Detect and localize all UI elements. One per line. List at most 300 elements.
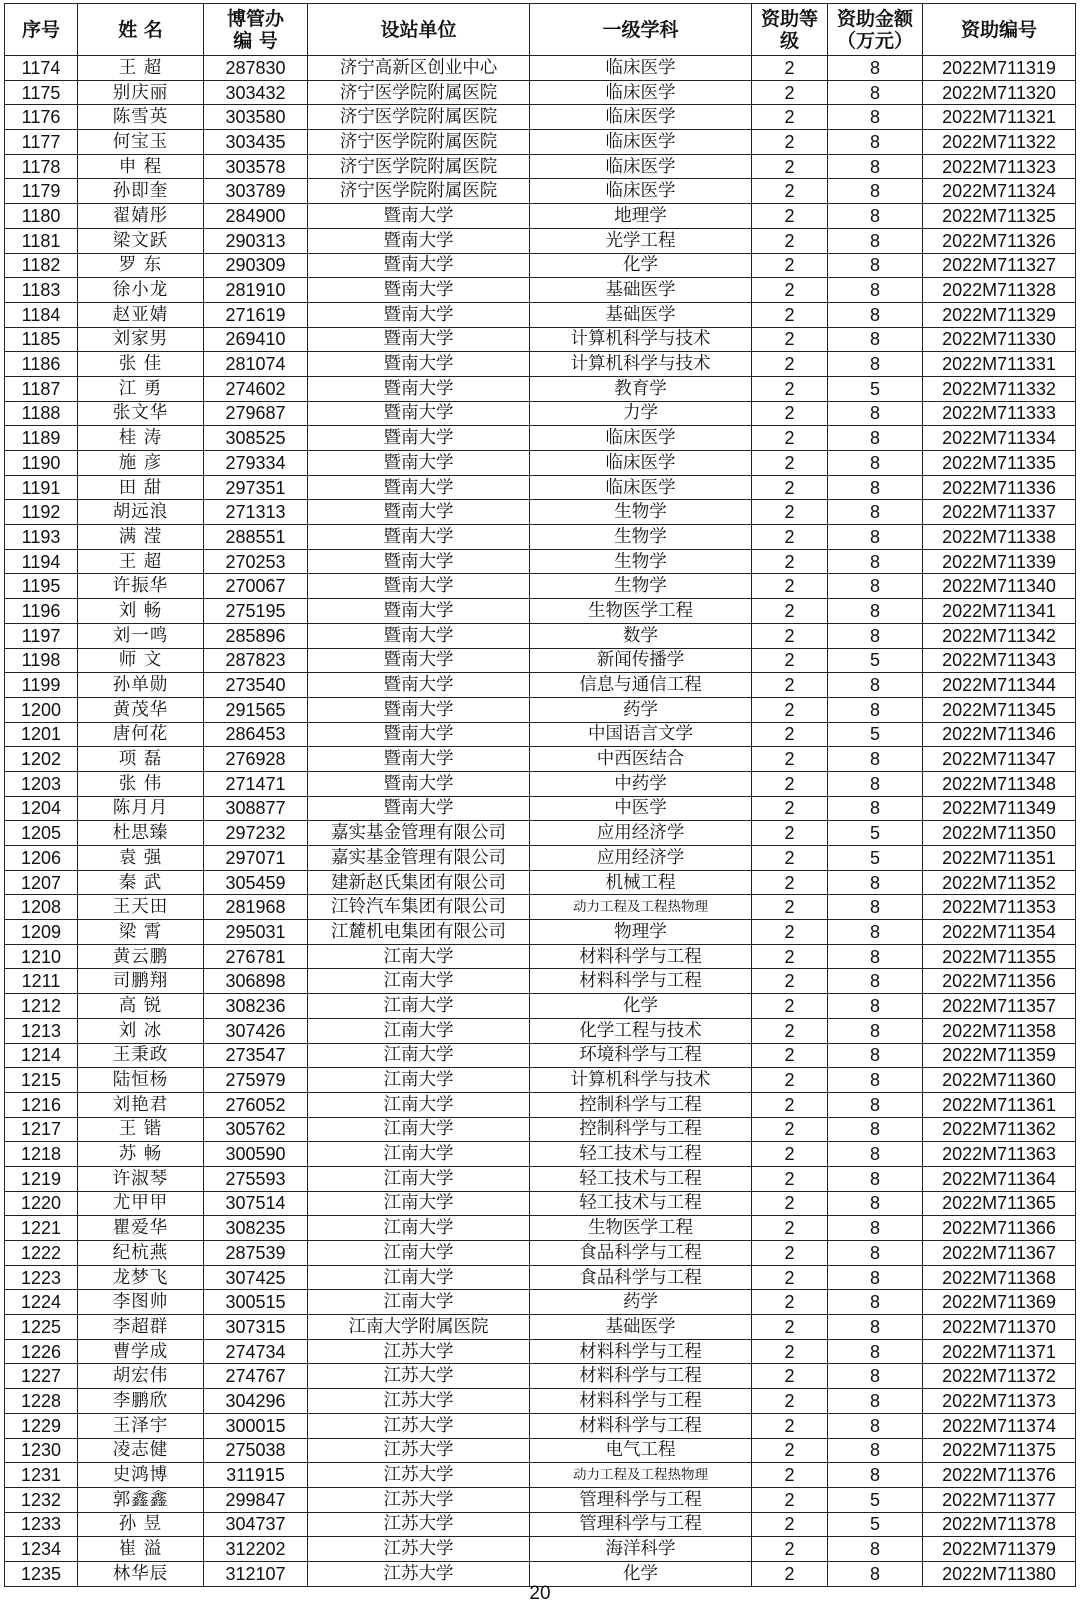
name-cell: 王 超 xyxy=(78,549,204,574)
grade-cell: 2 xyxy=(752,870,828,895)
office-number-cell: 306898 xyxy=(204,969,308,994)
name-cell: 史鸿博 xyxy=(78,1463,204,1488)
name-cell: 杜思臻 xyxy=(78,821,204,846)
amount-cell: 8 xyxy=(828,154,923,179)
unit-cell: 济宁医学院附属医院 xyxy=(308,179,530,204)
name-cell: 许淑琴 xyxy=(78,1166,204,1191)
unit-cell: 江苏大学 xyxy=(308,1339,530,1364)
amount-cell: 8 xyxy=(828,747,923,772)
seq-cell: 1206 xyxy=(5,846,78,871)
discipline-cell: 管理科学与工程 xyxy=(530,1512,752,1537)
seq-cell: 1182 xyxy=(5,253,78,278)
seq-cell: 1218 xyxy=(5,1142,78,1167)
table-row xyxy=(5,352,1076,377)
office-number-cell: 275195 xyxy=(204,599,308,624)
grade-cell: 2 xyxy=(752,154,828,179)
discipline-cell: 基础医学 xyxy=(530,1315,752,1340)
seq-cell: 1235 xyxy=(5,1561,78,1586)
grade-cell: 2 xyxy=(752,648,828,673)
code-cell: 2022M711327 xyxy=(923,253,1076,278)
seq-cell: 1202 xyxy=(5,747,78,772)
office-number-cell: 308236 xyxy=(204,994,308,1019)
office-number-cell: 307315 xyxy=(204,1315,308,1340)
name-cell: 施 彦 xyxy=(78,451,204,476)
name-cell: 曹学成 xyxy=(78,1339,204,1364)
table-row xyxy=(5,697,1076,722)
grade-cell: 2 xyxy=(752,969,828,994)
grade-cell: 2 xyxy=(752,179,828,204)
discipline-cell: 化学 xyxy=(530,253,752,278)
table-row xyxy=(5,1290,1076,1315)
code-cell: 2022M711361 xyxy=(923,1092,1076,1117)
grade-cell: 2 xyxy=(752,1463,828,1488)
amount-cell: 8 xyxy=(828,1537,923,1562)
unit-cell: 江南大学 xyxy=(308,1191,530,1216)
office-number-cell: 287539 xyxy=(204,1241,308,1266)
code-cell: 2022M711336 xyxy=(923,475,1076,500)
amount-cell: 8 xyxy=(828,944,923,969)
code-cell: 2022M711370 xyxy=(923,1315,1076,1340)
seq-cell: 1192 xyxy=(5,500,78,525)
code-cell: 2022M711355 xyxy=(923,944,1076,969)
seq-cell: 1177 xyxy=(5,130,78,155)
name-cell: 张文华 xyxy=(78,401,204,426)
discipline-cell: 控制科学与工程 xyxy=(530,1117,752,1142)
office-number-cell: 300590 xyxy=(204,1142,308,1167)
unit-cell: 暨南大学 xyxy=(308,648,530,673)
office-number-cell: 276781 xyxy=(204,944,308,969)
office-number-cell: 274734 xyxy=(204,1339,308,1364)
name-cell: 别庆丽 xyxy=(78,80,204,105)
name-cell: 刘艳君 xyxy=(78,1092,204,1117)
amount-cell: 8 xyxy=(828,1166,923,1191)
name-cell: 王 锴 xyxy=(78,1117,204,1142)
amount-cell: 8 xyxy=(828,302,923,327)
amount-cell: 8 xyxy=(828,994,923,1019)
table-row xyxy=(5,525,1076,550)
amount-cell: 8 xyxy=(828,969,923,994)
table-row xyxy=(5,1364,1076,1389)
grade-cell: 2 xyxy=(752,1512,828,1537)
header-amount xyxy=(828,4,923,56)
table-row xyxy=(5,944,1076,969)
table-row xyxy=(5,154,1076,179)
unit-cell: 暨南大学 xyxy=(308,327,530,352)
seq-cell: 1208 xyxy=(5,895,78,920)
amount-cell: 8 xyxy=(828,352,923,377)
table-row xyxy=(5,771,1076,796)
amount-cell: 8 xyxy=(828,697,923,722)
table-row xyxy=(5,475,1076,500)
office-number-cell: 274602 xyxy=(204,376,308,401)
office-number-cell: 303578 xyxy=(204,154,308,179)
unit-cell: 江南大学 xyxy=(308,1216,530,1241)
office-number-cell: 297232 xyxy=(204,821,308,846)
name-cell: 孙 昱 xyxy=(78,1512,204,1537)
discipline-cell: 临床医学 xyxy=(530,154,752,179)
discipline-cell: 环境科学与工程 xyxy=(530,1043,752,1068)
office-number-cell: 281968 xyxy=(204,895,308,920)
grade-cell: 2 xyxy=(752,376,828,401)
seq-cell: 1228 xyxy=(5,1389,78,1414)
grade-cell: 2 xyxy=(752,451,828,476)
name-cell: 龙梦飞 xyxy=(78,1265,204,1290)
discipline-cell: 临床医学 xyxy=(530,80,752,105)
name-cell: 胡远浪 xyxy=(78,500,204,525)
seq-cell: 1184 xyxy=(5,302,78,327)
amount-cell: 8 xyxy=(828,1018,923,1043)
discipline-cell: 中药学 xyxy=(530,771,752,796)
discipline-cell: 生物医学工程 xyxy=(530,1216,752,1241)
discipline-cell: 基础医学 xyxy=(530,278,752,303)
grade-cell: 2 xyxy=(752,1142,828,1167)
unit-cell: 江南大学 xyxy=(308,1117,530,1142)
code-cell: 2022M711358 xyxy=(923,1018,1076,1043)
table-row xyxy=(5,1216,1076,1241)
grade-cell: 2 xyxy=(752,673,828,698)
name-cell: 袁 强 xyxy=(78,846,204,871)
name-cell: 郭鑫鑫 xyxy=(78,1487,204,1512)
office-number-cell: 276928 xyxy=(204,747,308,772)
discipline-cell: 轻工技术与工程 xyxy=(530,1142,752,1167)
name-cell: 尤甲甲 xyxy=(78,1191,204,1216)
unit-cell: 暨南大学 xyxy=(308,426,530,451)
grade-cell: 2 xyxy=(752,1216,828,1241)
unit-cell: 江南大学 xyxy=(308,1241,530,1266)
unit-cell: 暨南大学 xyxy=(308,599,530,624)
code-cell: 2022M711341 xyxy=(923,599,1076,624)
name-cell: 凌志健 xyxy=(78,1438,204,1463)
table-row xyxy=(5,1241,1076,1266)
code-cell: 2022M711352 xyxy=(923,870,1076,895)
amount-cell: 8 xyxy=(828,1463,923,1488)
office-number-cell: 290309 xyxy=(204,253,308,278)
header-unit: 设站单位 xyxy=(308,4,530,56)
name-cell: 苏 畅 xyxy=(78,1142,204,1167)
amount-cell: 8 xyxy=(828,130,923,155)
discipline-cell: 物理学 xyxy=(530,920,752,945)
grade-cell: 2 xyxy=(752,1290,828,1315)
grade-cell: 2 xyxy=(752,895,828,920)
amount-cell: 5 xyxy=(828,722,923,747)
code-cell: 2022M711342 xyxy=(923,623,1076,648)
name-cell: 秦 武 xyxy=(78,870,204,895)
office-number-cell: 297071 xyxy=(204,846,308,871)
unit-cell: 暨南大学 xyxy=(308,549,530,574)
discipline-cell: 生物学 xyxy=(530,549,752,574)
office-number-cell: 299847 xyxy=(204,1487,308,1512)
header-office-line2: 编 号 xyxy=(233,29,278,52)
amount-cell: 8 xyxy=(828,401,923,426)
code-cell: 2022M711343 xyxy=(923,648,1076,673)
name-cell: 许振华 xyxy=(78,574,204,599)
discipline-cell: 临床医学 xyxy=(530,451,752,476)
discipline-cell: 计算机科学与技术 xyxy=(530,1068,752,1093)
amount-cell: 5 xyxy=(828,1487,923,1512)
table-row xyxy=(5,1463,1076,1488)
office-number-cell: 308525 xyxy=(204,426,308,451)
unit-cell: 江苏大学 xyxy=(308,1512,530,1537)
amount-cell: 8 xyxy=(828,1339,923,1364)
seq-cell: 1219 xyxy=(5,1166,78,1191)
table-row xyxy=(5,920,1076,945)
unit-cell: 江南大学 xyxy=(308,1068,530,1093)
table-row xyxy=(5,1043,1076,1068)
unit-cell: 暨南大学 xyxy=(308,475,530,500)
discipline-cell: 化学 xyxy=(530,1561,752,1586)
discipline-cell: 材料科学与工程 xyxy=(530,1413,752,1438)
name-cell: 项 磊 xyxy=(78,747,204,772)
table-row xyxy=(5,1339,1076,1364)
unit-cell: 暨南大学 xyxy=(308,722,530,747)
amount-cell: 8 xyxy=(828,1092,923,1117)
code-cell: 2022M711323 xyxy=(923,154,1076,179)
code-cell: 2022M711347 xyxy=(923,747,1076,772)
office-number-cell: 304296 xyxy=(204,1389,308,1414)
office-number-cell: 288551 xyxy=(204,525,308,550)
table-row xyxy=(5,969,1076,994)
discipline-cell: 食品科学与工程 xyxy=(530,1241,752,1266)
discipline-cell: 临床医学 xyxy=(530,105,752,130)
header-amount-line2: （万元） xyxy=(836,29,913,52)
amount-cell: 8 xyxy=(828,204,923,229)
code-cell: 2022M711335 xyxy=(923,451,1076,476)
table-row xyxy=(5,994,1076,1019)
amount-cell: 8 xyxy=(828,253,923,278)
code-cell: 2022M711363 xyxy=(923,1142,1076,1167)
unit-cell: 暨南大学 xyxy=(308,401,530,426)
grade-cell: 2 xyxy=(752,1265,828,1290)
table-row xyxy=(5,1389,1076,1414)
code-cell: 2022M711372 xyxy=(923,1364,1076,1389)
table-row xyxy=(5,574,1076,599)
name-cell: 陆恒杨 xyxy=(78,1068,204,1093)
amount-cell: 8 xyxy=(828,895,923,920)
discipline-cell: 基础医学 xyxy=(530,302,752,327)
amount-cell: 8 xyxy=(828,549,923,574)
seq-cell: 1227 xyxy=(5,1364,78,1389)
table-row xyxy=(5,278,1076,303)
grade-cell: 2 xyxy=(752,994,828,1019)
name-cell: 刘 冰 xyxy=(78,1018,204,1043)
seq-cell: 1204 xyxy=(5,796,78,821)
grade-cell: 2 xyxy=(752,1339,828,1364)
code-cell: 2022M711345 xyxy=(923,697,1076,722)
name-cell: 崔 溢 xyxy=(78,1537,204,1562)
name-cell: 赵亚婧 xyxy=(78,302,204,327)
seq-cell: 1233 xyxy=(5,1512,78,1537)
amount-cell: 8 xyxy=(828,1389,923,1414)
name-cell: 徐小龙 xyxy=(78,278,204,303)
grade-cell: 2 xyxy=(752,105,828,130)
name-cell: 王泽宇 xyxy=(78,1413,204,1438)
seq-cell: 1230 xyxy=(5,1438,78,1463)
grade-cell: 2 xyxy=(752,302,828,327)
page-number: 20 xyxy=(529,1583,551,1604)
code-cell: 2022M711339 xyxy=(923,549,1076,574)
grade-cell: 2 xyxy=(752,821,828,846)
office-number-cell: 275038 xyxy=(204,1438,308,1463)
amount-cell: 8 xyxy=(828,1438,923,1463)
table-row xyxy=(5,253,1076,278)
office-number-cell: 273547 xyxy=(204,1043,308,1068)
code-cell: 2022M711379 xyxy=(923,1537,1076,1562)
amount-cell: 8 xyxy=(828,1216,923,1241)
code-cell: 2022M711369 xyxy=(923,1290,1076,1315)
code-cell: 2022M711349 xyxy=(923,796,1076,821)
unit-cell: 江南大学附属医院 xyxy=(308,1315,530,1340)
office-number-cell: 275979 xyxy=(204,1068,308,1093)
seq-cell: 1210 xyxy=(5,944,78,969)
office-number-cell: 303789 xyxy=(204,179,308,204)
seq-cell: 1215 xyxy=(5,1068,78,1093)
grade-cell: 2 xyxy=(752,1537,828,1562)
unit-cell: 暨南大学 xyxy=(308,302,530,327)
seq-cell: 1199 xyxy=(5,673,78,698)
table-row xyxy=(5,451,1076,476)
discipline-cell: 光学工程 xyxy=(530,228,752,253)
name-cell: 张 伟 xyxy=(78,771,204,796)
grade-cell: 2 xyxy=(752,401,828,426)
discipline-cell: 临床医学 xyxy=(530,179,752,204)
amount-cell: 8 xyxy=(828,1068,923,1093)
code-cell: 2022M711321 xyxy=(923,105,1076,130)
unit-cell: 江苏大学 xyxy=(308,1364,530,1389)
table-row xyxy=(5,1512,1076,1537)
seq-cell: 1211 xyxy=(5,969,78,994)
unit-cell: 暨南大学 xyxy=(308,352,530,377)
table-row xyxy=(5,1438,1076,1463)
table-row xyxy=(5,846,1076,871)
discipline-cell: 机械工程 xyxy=(530,870,752,895)
seq-cell: 1225 xyxy=(5,1315,78,1340)
grade-cell: 2 xyxy=(752,747,828,772)
amount-cell: 8 xyxy=(828,1413,923,1438)
amount-cell: 5 xyxy=(828,846,923,871)
unit-cell: 暨南大学 xyxy=(308,253,530,278)
name-cell: 陈雪英 xyxy=(78,105,204,130)
office-number-cell: 270253 xyxy=(204,549,308,574)
name-cell: 桂 涛 xyxy=(78,426,204,451)
seq-cell: 1181 xyxy=(5,228,78,253)
amount-cell: 5 xyxy=(828,376,923,401)
code-cell: 2022M711331 xyxy=(923,352,1076,377)
amount-cell: 8 xyxy=(828,771,923,796)
code-cell: 2022M711356 xyxy=(923,969,1076,994)
seq-cell: 1196 xyxy=(5,599,78,624)
seq-cell: 1176 xyxy=(5,105,78,130)
code-cell: 2022M711319 xyxy=(923,56,1076,81)
discipline-cell: 材料科学与工程 xyxy=(530,1339,752,1364)
code-cell: 2022M711377 xyxy=(923,1487,1076,1512)
seq-cell: 1191 xyxy=(5,475,78,500)
seq-cell: 1194 xyxy=(5,549,78,574)
grade-cell: 2 xyxy=(752,574,828,599)
office-number-cell: 307426 xyxy=(204,1018,308,1043)
code-cell: 2022M711324 xyxy=(923,179,1076,204)
name-cell: 李鹏欣 xyxy=(78,1389,204,1414)
table-row xyxy=(5,623,1076,648)
amount-cell: 8 xyxy=(828,475,923,500)
office-number-cell: 303435 xyxy=(204,130,308,155)
code-cell: 2022M711344 xyxy=(923,673,1076,698)
discipline-cell: 中医学 xyxy=(530,796,752,821)
name-cell: 孙即奎 xyxy=(78,179,204,204)
amount-cell: 8 xyxy=(828,278,923,303)
discipline-cell: 轻工技术与工程 xyxy=(530,1191,752,1216)
table-row xyxy=(5,179,1076,204)
code-cell: 2022M711364 xyxy=(923,1166,1076,1191)
grade-cell: 2 xyxy=(752,352,828,377)
header-office-line1: 博管办 xyxy=(226,7,284,30)
office-number-cell: 281074 xyxy=(204,352,308,377)
code-cell: 2022M711374 xyxy=(923,1413,1076,1438)
amount-cell: 8 xyxy=(828,1561,923,1586)
amount-cell: 8 xyxy=(828,1290,923,1315)
table-row xyxy=(5,648,1076,673)
grade-cell: 2 xyxy=(752,697,828,722)
discipline-cell: 材料科学与工程 xyxy=(530,1364,752,1389)
code-cell: 2022M711326 xyxy=(923,228,1076,253)
grade-cell: 2 xyxy=(752,327,828,352)
grade-cell: 2 xyxy=(752,1068,828,1093)
table-row xyxy=(5,870,1076,895)
unit-cell: 嘉实基金管理有限公司 xyxy=(308,846,530,871)
table-row xyxy=(5,80,1076,105)
office-number-cell: 303580 xyxy=(204,105,308,130)
grade-cell: 2 xyxy=(752,1043,828,1068)
name-cell: 梁 霄 xyxy=(78,920,204,945)
code-cell: 2022M711332 xyxy=(923,376,1076,401)
header-name: 姓 名 xyxy=(78,4,204,56)
office-number-cell: 271471 xyxy=(204,771,308,796)
office-number-cell: 275593 xyxy=(204,1166,308,1191)
discipline-cell: 应用经济学 xyxy=(530,821,752,846)
grade-cell: 2 xyxy=(752,1117,828,1142)
amount-cell: 8 xyxy=(828,451,923,476)
name-cell: 李图帅 xyxy=(78,1290,204,1315)
office-number-cell: 305459 xyxy=(204,870,308,895)
table-row xyxy=(5,105,1076,130)
amount-cell: 8 xyxy=(828,1117,923,1142)
name-cell: 刘 畅 xyxy=(78,599,204,624)
amount-cell: 8 xyxy=(828,105,923,130)
office-number-cell: 290313 xyxy=(204,228,308,253)
name-cell: 胡宏伟 xyxy=(78,1364,204,1389)
office-number-cell: 312107 xyxy=(204,1561,308,1586)
office-number-cell: 276052 xyxy=(204,1092,308,1117)
name-cell: 黄茂华 xyxy=(78,697,204,722)
unit-cell: 暨南大学 xyxy=(308,525,530,550)
office-number-cell: 300015 xyxy=(204,1413,308,1438)
table-row xyxy=(5,1142,1076,1167)
code-cell: 2022M711322 xyxy=(923,130,1076,155)
office-number-cell: 303432 xyxy=(204,80,308,105)
table-row xyxy=(5,130,1076,155)
unit-cell: 建新赵氏集团有限公司 xyxy=(308,870,530,895)
discipline-cell: 临床医学 xyxy=(530,426,752,451)
name-cell: 江 勇 xyxy=(78,376,204,401)
office-number-cell: 311915 xyxy=(204,1463,308,1488)
discipline-cell: 轻工技术与工程 xyxy=(530,1166,752,1191)
discipline-cell: 化学工程与技术 xyxy=(530,1018,752,1043)
code-cell: 2022M711371 xyxy=(923,1339,1076,1364)
discipline-cell: 材料科学与工程 xyxy=(530,944,752,969)
grade-cell: 2 xyxy=(752,1166,828,1191)
code-cell: 2022M711378 xyxy=(923,1512,1076,1537)
table-row xyxy=(5,401,1076,426)
office-number-cell: 286453 xyxy=(204,722,308,747)
